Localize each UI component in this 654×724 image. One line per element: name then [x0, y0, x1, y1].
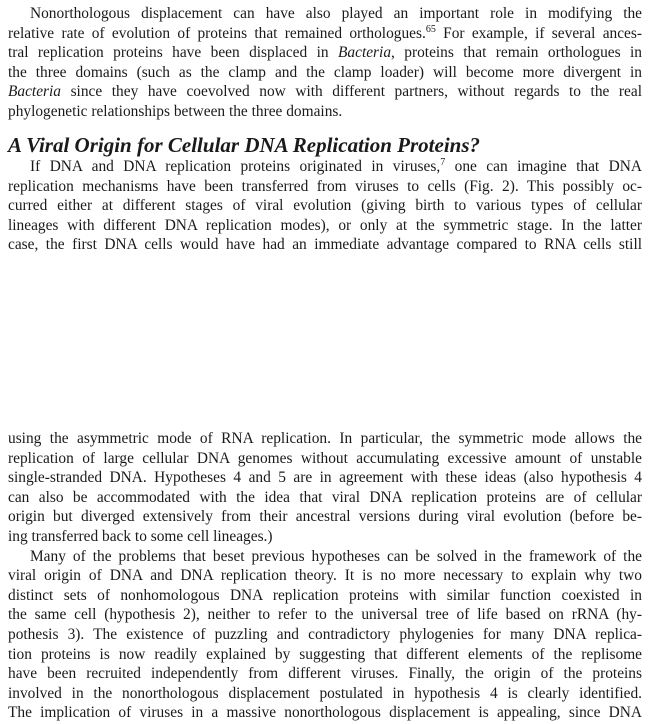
- text-line: [8, 82, 642, 102]
- text-line: viral origin of DNA and DNA replication theory. It is no more necessary to explain why two: [8, 567, 642, 585]
- text-line: lineages with different DNA replication modes), or only at the symmetric stage. In the latter: [8, 216, 642, 234]
- text-span: one can imagine that DNA: [445, 158, 642, 175]
- text-line: Many of the problems that beset previous hypotheses can be solved in the framework of the: [30, 547, 642, 565]
- text-line: [8, 43, 642, 63]
- paragraph-viral-origin: [8, 157, 642, 255]
- citation-superscript: 7: [440, 157, 446, 168]
- text-line: distinct sets of nonhomologous DNA replication proteins with similar function coexisted in: [8, 586, 642, 604]
- citation-superscript: 65: [425, 23, 436, 35]
- text-line: using the asymmetric mode of RNA replication. In particular, the symmetric mode allows the: [8, 430, 642, 447]
- text-span: since they have coevolved now with different partners, without regards to the real: [61, 83, 642, 101]
- text-line: single-stranded DNA. Hypotheses 4 and 5 are in agreement with these ideas (also hypothesis 4: [8, 469, 642, 487]
- text-line: involved in the nonorthologous displacement postulated in hypothesis 4 is clearly identified.: [8, 684, 642, 702]
- italic-term: Bacteria: [8, 83, 61, 101]
- text-line: phylogenetic relationships between the three domains.: [8, 102, 343, 120]
- text-line: replication of large cellular DNA genomes without accumulating excessive amount of unstable: [8, 449, 642, 467]
- text-line: ing transferred back to some cell lineages.): [8, 527, 273, 545]
- text-line: replication mechanisms have been transferred from viruses to cells (Fig. 2). This possibly oc-: [8, 177, 642, 195]
- text-span: relative rate of evolution of proteins that remained orthologues.: [8, 24, 426, 42]
- text-span: For example, if several ances-: [435, 24, 642, 42]
- text-line: can also be accommodated with the idea that viral DNA replication proteins are of cellular: [8, 488, 642, 506]
- text-span: If DNA and DNA replication proteins originated in viruses,: [30, 158, 441, 175]
- section-heading: A Viral Origin for Cellular DNA Replication Proteins?: [8, 133, 481, 157]
- text-line: [8, 24, 642, 44]
- text-line: The implication of viruses in a massive nonorthologous displacement is appealing, since DNA: [8, 704, 642, 722]
- text-line: origin but diverged extensively from their ancestral versions during viral evolution (before be-: [8, 508, 642, 526]
- text-line: Nonorthologous displacement can have also played an important role in modifying the: [30, 5, 642, 22]
- italic-term: Bacteria: [338, 44, 392, 62]
- paragraph-continued: [8, 429, 642, 723]
- text-line: tion proteins is now readily explained by suggesting that different elements of the replisome: [8, 645, 642, 663]
- text-span: tral replication proteins have been displaced in: [8, 44, 339, 62]
- text-line: the three domains (such as the clamp and the clamp loader) will become more divergent in: [8, 63, 642, 81]
- text-span: , proteins that remain orthologues in: [391, 44, 642, 62]
- text-line: pothesis 3). The existence of puzzling and contradictory phylogenies for many DNA replica-: [8, 625, 642, 643]
- text-line: [8, 157, 642, 177]
- text-line: have been recruited independently from different viruses. Finally, the origin of the proteins: [8, 665, 642, 683]
- paragraph-nonorthologous-displacement: [8, 4, 642, 122]
- text-line: curred either at different stages of viral evolution (giving birth to various types of cellular: [8, 197, 642, 215]
- text-line: the same cell (hypothesis 2), neither to refer to the universal tree of life based on rRNA (hy-: [8, 606, 642, 624]
- text-line: case, the first DNA cells would have had an immediate advantage compared to RNA cells still: [8, 236, 642, 254]
